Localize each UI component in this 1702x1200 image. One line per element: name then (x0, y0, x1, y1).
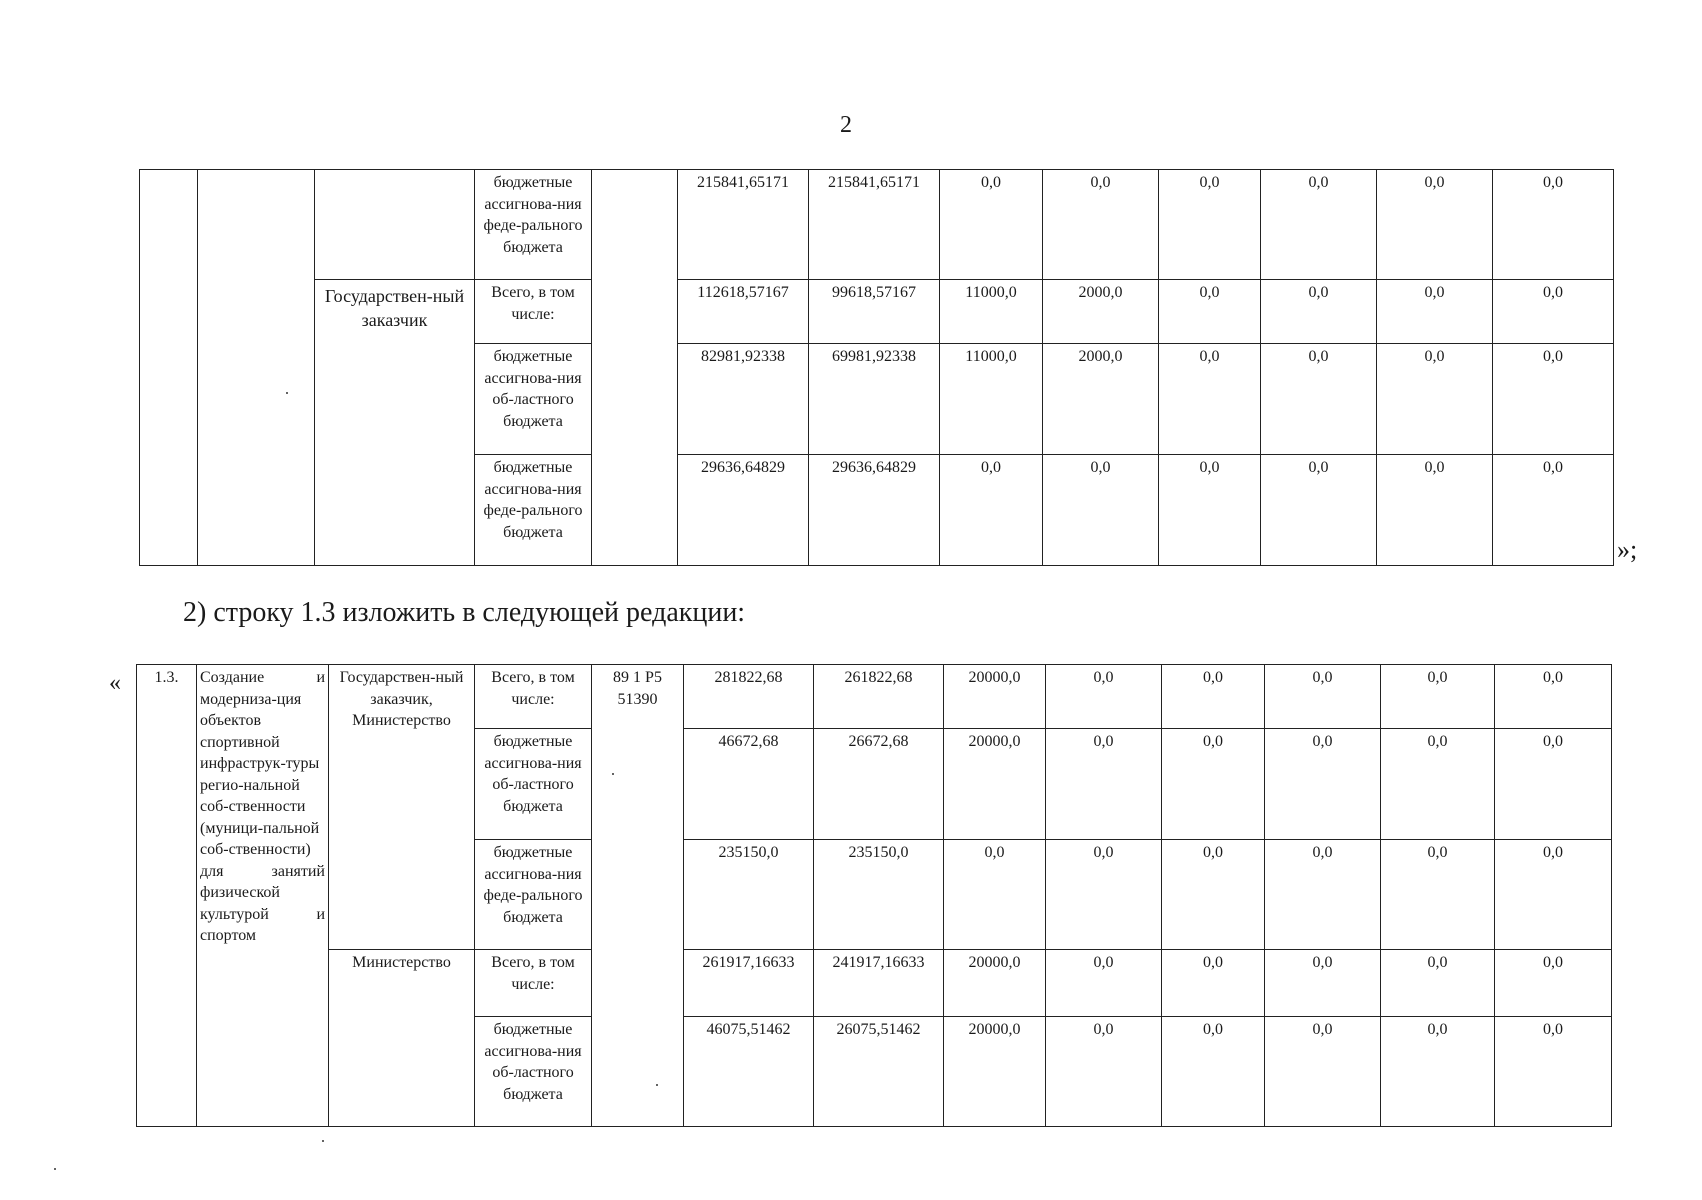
value-cell: 20000,0 (944, 729, 1046, 840)
value-cell: 0,0 (1265, 1017, 1381, 1127)
value-cell: 241917,16633 (814, 950, 944, 1017)
value-cell: 0,0 (1493, 280, 1614, 344)
value-cell: 0,0 (1261, 170, 1377, 280)
value-cell: 11000,0 (940, 344, 1043, 455)
value-cell: 0,0 (1495, 665, 1612, 729)
value-cell: 69981,92338 (809, 344, 940, 455)
scan-speck (322, 1140, 324, 1142)
row-label: бюджетные ассигнова-ния об-ластного бюджета (475, 1017, 592, 1127)
value-cell: 0,0 (1043, 170, 1159, 280)
value-cell: 235150,0 (684, 840, 814, 950)
empty-cell (592, 170, 678, 566)
row-label: бюджетные ассигнова-ния об-ластного бюджета (475, 344, 592, 455)
row-label: бюджетные ассигнова-ния об-ластного бюджета (475, 729, 592, 840)
value-cell: 0,0 (1261, 344, 1377, 455)
customer-cell: Государствен-ный заказчик, Министерство (329, 665, 475, 950)
value-cell: 0,0 (1265, 729, 1381, 840)
value-cell: 99618,57167 (809, 280, 940, 344)
value-cell: 0,0 (1162, 840, 1265, 950)
empty-cell (315, 170, 475, 280)
value-cell: 0,0 (1381, 665, 1495, 729)
row-number: 1.3. (137, 665, 197, 1127)
opening-quote: « (109, 670, 121, 696)
value-cell: 0,0 (1162, 950, 1265, 1017)
value-cell: 0,0 (1162, 1017, 1265, 1127)
value-cell: 0,0 (1377, 455, 1493, 566)
table-row (140, 280, 1614, 344)
value-cell: 0,0 (1265, 950, 1381, 1017)
scan-speck (286, 392, 288, 394)
scan-speck (54, 1168, 56, 1170)
value-cell: 2000,0 (1043, 280, 1159, 344)
value-cell: 0,0 (1162, 665, 1265, 729)
value-cell: 261822,68 (814, 665, 944, 729)
value-cell: 20000,0 (944, 950, 1046, 1017)
value-cell: 0,0 (1046, 840, 1162, 950)
measure-name: Создание и модерниза-ция объектов спортивной инфраструк-туры регио-нальной соб-ственности (муници-пальной соб-ственности) для занятий физической культурой и спортом (197, 665, 329, 1127)
value-cell: 0,0 (1043, 455, 1159, 566)
value-cell: 261917,16633 (684, 950, 814, 1017)
value-cell: 0,0 (1265, 840, 1381, 950)
value-cell: 215841,65171 (809, 170, 940, 280)
row-label: бюджетные ассигнова-ния феде-рального бюджета (475, 170, 592, 280)
value-cell: 20000,0 (944, 665, 1046, 729)
value-cell: 0,0 (940, 455, 1043, 566)
value-cell: 0,0 (1159, 344, 1261, 455)
value-cell: 235150,0 (814, 840, 944, 950)
value-cell: 0,0 (1046, 729, 1162, 840)
value-cell: 0,0 (1261, 455, 1377, 566)
value-cell: 46672,68 (684, 729, 814, 840)
value-cell: 0,0 (1495, 729, 1612, 840)
value-cell: 112618,57167 (678, 280, 809, 344)
value-cell: 0,0 (944, 840, 1046, 950)
value-cell: 0,0 (1381, 729, 1495, 840)
customer-cell: Государствен-ный заказчик (315, 280, 475, 566)
value-cell: 0,0 (1495, 1017, 1612, 1127)
value-cell: 0,0 (1046, 950, 1162, 1017)
value-cell: 0,0 (1159, 455, 1261, 566)
scan-speck (656, 1084, 658, 1086)
value-cell: 0,0 (1495, 840, 1612, 950)
table-row (137, 950, 1612, 1017)
row-label: Всего, в том числе: (475, 950, 592, 1017)
value-cell: 0,0 (1377, 280, 1493, 344)
value-cell: 0,0 (1159, 280, 1261, 344)
value-cell: 0,0 (1377, 170, 1493, 280)
value-cell: 0,0 (1046, 665, 1162, 729)
value-cell: 26075,51462 (814, 1017, 944, 1127)
empty-cell (198, 170, 315, 566)
value-cell: 26672,68 (814, 729, 944, 840)
row-label: Всего, в том числе: (475, 280, 592, 344)
funding-table-continued (139, 169, 1614, 566)
value-cell: 0,0 (1381, 950, 1495, 1017)
page-number: 2 (840, 112, 852, 138)
value-cell: 0,0 (1261, 280, 1377, 344)
value-cell: 0,0 (1493, 344, 1614, 455)
value-cell: 215841,65171 (678, 170, 809, 280)
value-cell: 0,0 (1265, 665, 1381, 729)
value-cell: 0,0 (1162, 729, 1265, 840)
funding-table-row-1-3 (136, 664, 1612, 1127)
value-cell: 2000,0 (1043, 344, 1159, 455)
value-cell: 20000,0 (944, 1017, 1046, 1127)
value-cell: 11000,0 (940, 280, 1043, 344)
value-cell: 0,0 (1159, 170, 1261, 280)
value-cell: 29636,64829 (809, 455, 940, 566)
value-cell: 0,0 (1046, 1017, 1162, 1127)
table-row (137, 665, 1612, 729)
empty-cell (140, 170, 198, 566)
value-cell: 0,0 (1381, 1017, 1495, 1127)
row-label: Всего, в том числе: (475, 665, 592, 729)
row-label: бюджетные ассигнова-ния феде-рального бюджета (475, 455, 592, 566)
scan-speck (612, 773, 614, 775)
value-cell: 29636,64829 (678, 455, 809, 566)
customer-cell: Министерство (329, 950, 475, 1127)
value-cell: 0,0 (1377, 344, 1493, 455)
value-cell: 0,0 (1493, 455, 1614, 566)
table-row (140, 170, 1614, 280)
value-cell: 0,0 (1493, 170, 1614, 280)
closing-quote: »; (1617, 535, 1638, 564)
value-cell: 0,0 (1495, 950, 1612, 1017)
budget-code: 89 1 P5 51390 (592, 665, 684, 1127)
row-label: бюджетные ассигнова-ния феде-рального бюджета (475, 840, 592, 950)
value-cell: 46075,51462 (684, 1017, 814, 1127)
value-cell: 82981,92338 (678, 344, 809, 455)
value-cell: 0,0 (1381, 840, 1495, 950)
value-cell: 281822,68 (684, 665, 814, 729)
amendment-heading: 2) строку 1.3 изложить в следующей редакции: (183, 597, 746, 628)
value-cell: 0,0 (940, 170, 1043, 280)
